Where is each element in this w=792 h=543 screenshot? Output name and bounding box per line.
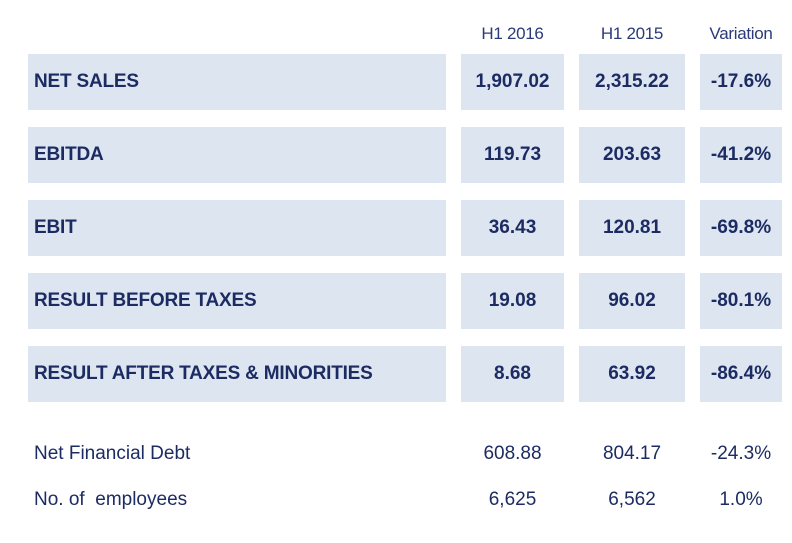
row-label: RESULT AFTER TAXES & MINORITIES xyxy=(28,346,446,402)
cell-h1-2015: 6,562 xyxy=(608,489,656,510)
cell-h1-2015: 63.92 xyxy=(579,346,685,402)
cell-h1-2016: 608.88 xyxy=(483,443,542,464)
row-label: Net Financial Debt xyxy=(34,443,191,464)
cell-variation: -41.2% xyxy=(700,127,782,183)
cell-h1-2015: 2,315.22 xyxy=(579,54,685,110)
column-header-h1-2015: H1 2015 xyxy=(600,24,664,43)
column-header-h1-2016: H1 2016 xyxy=(481,24,544,43)
row-label: EBITDA xyxy=(28,127,446,183)
cell-variation: -17.6% xyxy=(700,54,782,110)
row-label: EBIT xyxy=(28,200,446,256)
cell-h1-2016: 36.43 xyxy=(461,200,564,256)
cell-variation: -80.1% xyxy=(700,273,782,329)
cell-h1-2016: 19.08 xyxy=(461,273,564,329)
cell-h1-2015: 804.17 xyxy=(602,443,662,464)
cell-h1-2015: 203.63 xyxy=(579,127,685,183)
cell-h1-2016: 8.68 xyxy=(461,346,564,402)
cell-variation: -24.3% xyxy=(710,443,772,464)
cell-variation: 1.0% xyxy=(719,489,763,510)
column-header-variation: Variation xyxy=(709,24,773,43)
cell-variation: -69.8% xyxy=(700,200,782,256)
cell-h1-2016: 119.73 xyxy=(461,127,564,183)
row-label: No. of employees xyxy=(34,489,188,510)
cell-variation: -86.4% xyxy=(700,346,782,402)
cell-h1-2015: 120.81 xyxy=(579,200,685,256)
cell-h1-2016: 6,625 xyxy=(488,489,537,510)
row-label: NET SALES xyxy=(28,54,446,110)
cell-h1-2015: 96.02 xyxy=(579,273,685,329)
row-label: RESULT BEFORE TAXES xyxy=(28,273,446,329)
cell-h1-2016: 1,907.02 xyxy=(461,54,564,110)
